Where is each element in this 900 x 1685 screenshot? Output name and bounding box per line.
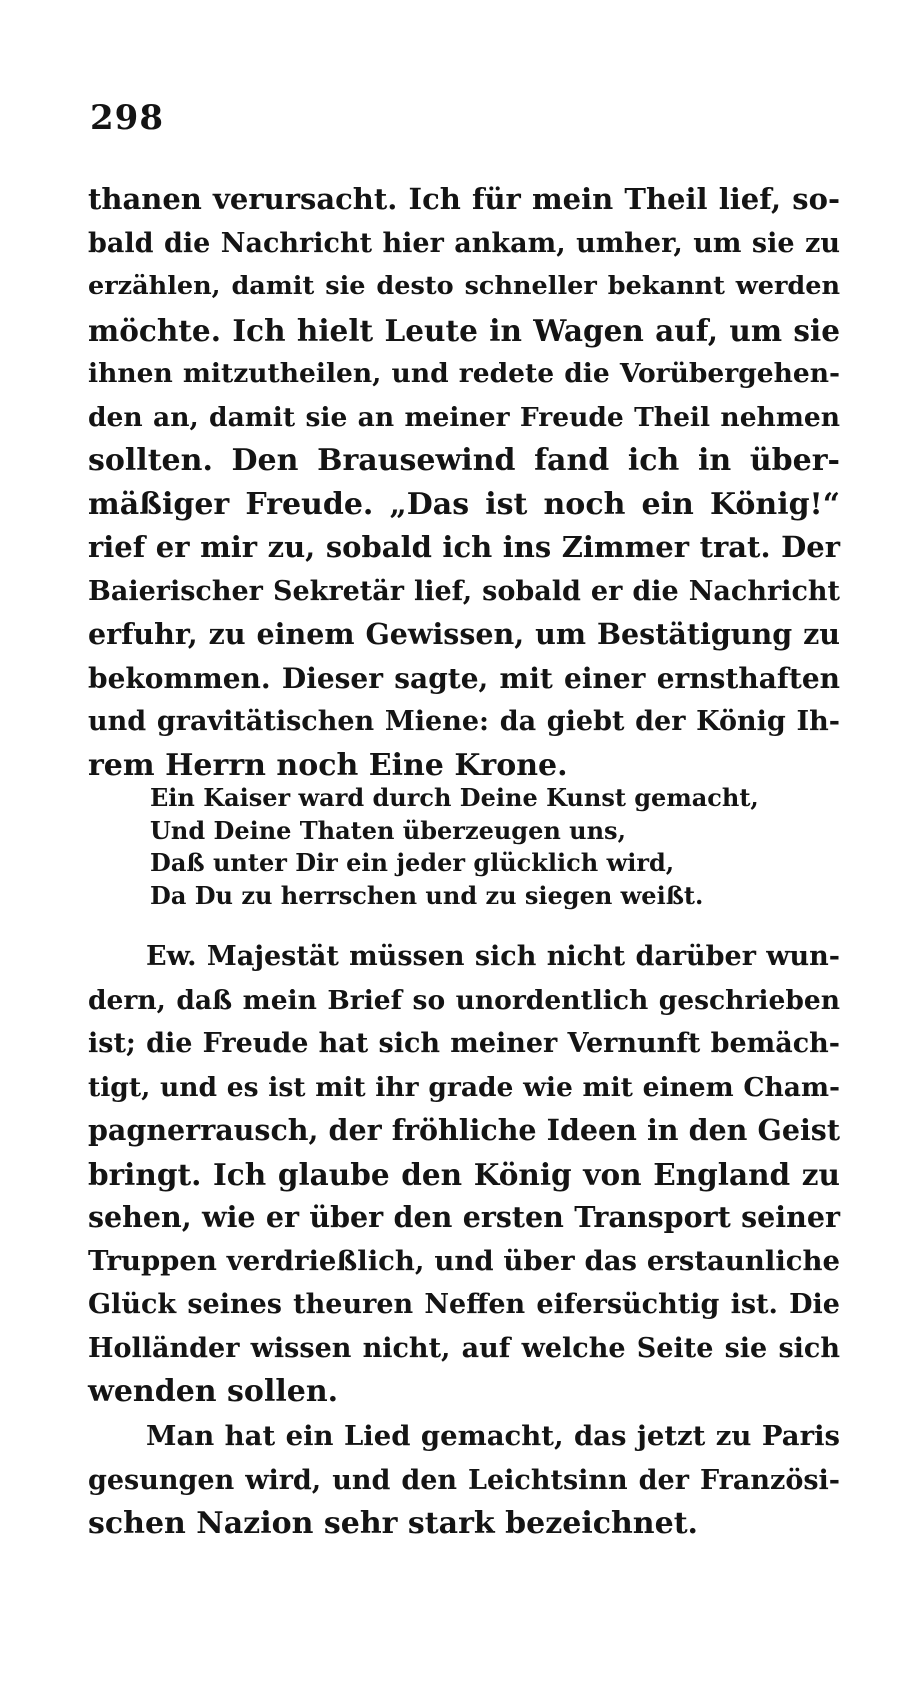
text-line: pagnerrausch, der fröhliche Ideen in den Geist xyxy=(88,1113,840,1147)
text-line: erzählen, damit sie desto schneller bekannt werden xyxy=(88,271,840,301)
verse-line: Und Deine Thaten überzeugen uns, xyxy=(150,815,626,845)
text-line: den an, damit sie an meiner Freude Theil nehmen xyxy=(88,401,840,433)
text-line: Glück seines theuren Neffen eifersüchtig ist. Die xyxy=(88,1289,840,1320)
text-line: dern, daß mein Brief so unordentlich geschrieben xyxy=(88,984,840,1016)
text-line: Ew. Majestät müssen sich nicht darüber wun- xyxy=(146,941,840,972)
text-line: Baierischer Sekretär lief, sobald er die Nachricht xyxy=(88,575,840,607)
verse-line: Daß unter Dir ein jeder glücklich wird, xyxy=(150,848,675,877)
text-line: schen Nazion sehr stark bezeichnet. xyxy=(88,1506,698,1541)
text-line: rief er mir zu, sobald ich ins Zimmer trat. Der xyxy=(88,530,840,564)
text-line: rem Herrn noch Eine Krone. xyxy=(88,747,568,783)
text-line: ist; die Freude hat sich meiner Vernunft bemäch- xyxy=(88,1028,840,1059)
text-line: bekommen. Dieser sagte, mit einer ernsthaften xyxy=(88,661,840,695)
paragraph-3 xyxy=(88,1415,840,1546)
text-line: Truppen verdrießlich, und über das erstaunliche xyxy=(88,1244,840,1277)
text-line: gesungen wird, und den Leichtsinn der Französi- xyxy=(88,1464,840,1496)
text-line: mäßiger Freude. „Das ist noch ein König!“ xyxy=(88,486,840,522)
text-line: und gravitätischen Miene: da giebt der König Ih- xyxy=(88,706,840,737)
text-line: wenden sollen. xyxy=(88,1374,339,1409)
text-line: Man hat ein Lied gemacht, das jetzt zu Paris xyxy=(146,1420,840,1452)
text-line: Holländer wissen nicht, auf welche Seite sie sich xyxy=(88,1332,840,1364)
text-line: tigt, und es ist mit ihr grade wie mit einem Cham- xyxy=(88,1071,840,1103)
verse-line: Ein Kaiser ward durch Deine Kunst gemacht, xyxy=(150,783,759,812)
verse-line: Da Du zu herrschen und zu siegen weißt. xyxy=(150,880,704,910)
page-number: 298 xyxy=(90,98,164,138)
text-line: erfuhr, zu einem Gewissen, um Bestätigung zu xyxy=(88,617,840,651)
paragraph-1 xyxy=(88,178,840,787)
paragraph-2 xyxy=(88,935,840,1414)
verse-block xyxy=(150,782,810,912)
text-line: möchte. Ich hielt Leute in Wagen auf, um sie xyxy=(88,312,840,348)
text-line: bald die Nachricht hier ankam, umher, um sie zu xyxy=(88,227,840,259)
text-line: sollten. Den Brausewind fand ich in über- xyxy=(88,443,840,478)
text-line: sehen, wie er über den ersten Transport seiner xyxy=(88,1200,840,1234)
text-line: bringt. Ich glaube den König von England zu xyxy=(88,1156,840,1192)
text-line: thanen verursacht. Ich für mein Theil lief, so- xyxy=(88,182,840,216)
text-line: ihnen mitzutheilen, und redete die Vorübergehen- xyxy=(88,358,840,389)
